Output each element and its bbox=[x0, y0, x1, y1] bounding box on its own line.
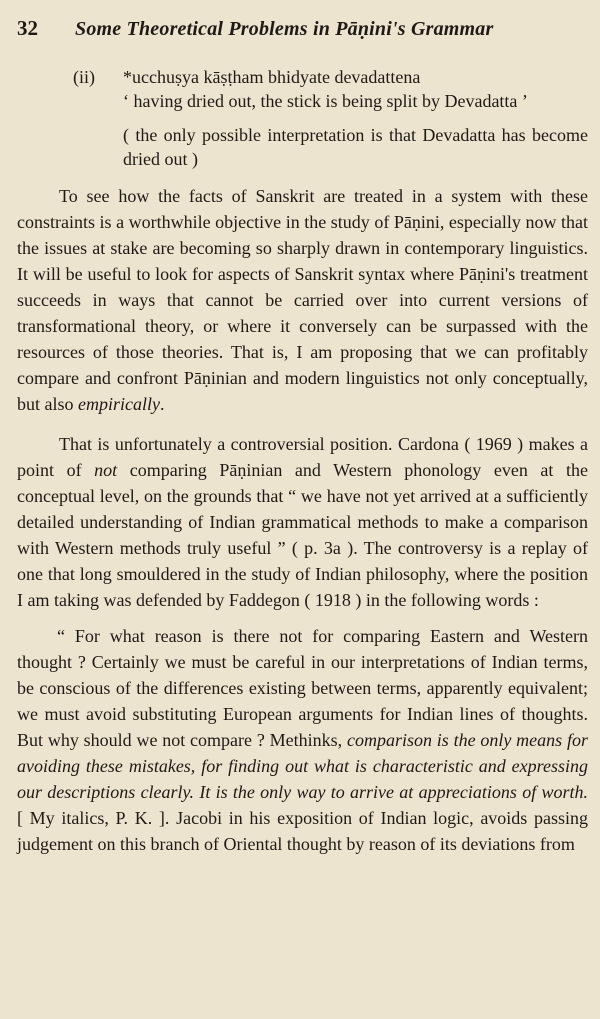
paragraph-1-end: . bbox=[159, 394, 165, 414]
running-title: Some Theoretical Problems in Pāṇini's Grammar bbox=[75, 18, 494, 40]
example-sanskrit: *ucchuṣya kāṣṭham bhidyate devadattena bbox=[123, 67, 421, 87]
paragraph-1-italic: empirically bbox=[78, 394, 160, 414]
example-label: (ii) bbox=[73, 67, 95, 87]
paragraph-2-part-1: That is unfortunately a controversial position. Cardona ( 1969 ) makes a point of bbox=[17, 434, 588, 480]
example-row bbox=[73, 65, 588, 89]
example-block bbox=[73, 65, 588, 171]
quote-part-2: [ My italics, P. K. ]. Jacobi in his exposition of Indian logic, avoids passing judgement on this branch of Oriental thought by reason of its deviations from bbox=[17, 808, 588, 854]
page-number: 32 bbox=[17, 16, 38, 40]
running-head bbox=[17, 16, 588, 46]
example-gloss: ‘ having dried out, the stick is being split by Devadatta ’ bbox=[123, 91, 528, 111]
paragraph-1 bbox=[17, 183, 588, 417]
paragraph-2-italic: not bbox=[94, 460, 118, 480]
quote-part-1: “ For what reason is there not for comparing Eastern and Western thought ? Certainly we must be careful in our interpretations of Indian terms, be conscious of the differences existing between terms, apparently equivalent; we must avoid substituting European arguments for Indian lines of thoughts. But why should we not compare ? Methinks, bbox=[17, 626, 588, 750]
paragraph-1-text: To see how the facts of Sanskrit are treated in a system with these constraints is a worthwhile objective in the study of Pāṇini, especially now that the issues at stake are becoming so sharply drawn in contemporary linguistics. It will be useful to look for aspects of Sanskrit syntax where Pāṇini's treatment succeeds in ways that cannot be carried over into current versions of transformational theory, or where it conversely can be surpassed with the resources of those theories. That is, I am proposing that we can profitably compare and confront Pāṇinian and modern linguistics not only conceptually, but also bbox=[17, 186, 588, 414]
example-note: ( the only possible interpretation is that Devadatta has become dried out ) bbox=[123, 125, 588, 169]
paragraph-2-part-2: comparing Pāṇinian and Western phonology even at the conceptual level, on the grounds that “ we have not yet arrived at a sufficiently detailed understanding of Indian grammatical methods to make a comparison with Western methods truly useful ” ( p. 3a ). The controversy is a replay of one that long smouldered in the study of Indian philosophy, where the position I am taking was defended by Faddegon ( 1918 ) in the following words : bbox=[17, 460, 588, 610]
paragraph-2 bbox=[17, 431, 588, 613]
quote-italic: comparison is the only means for avoiding these mistakes, for finding out what is characteristic and expressing our descriptions clearly. It is the only way to arrive at appreciations of worth. bbox=[17, 730, 588, 802]
block-quote bbox=[17, 623, 588, 857]
